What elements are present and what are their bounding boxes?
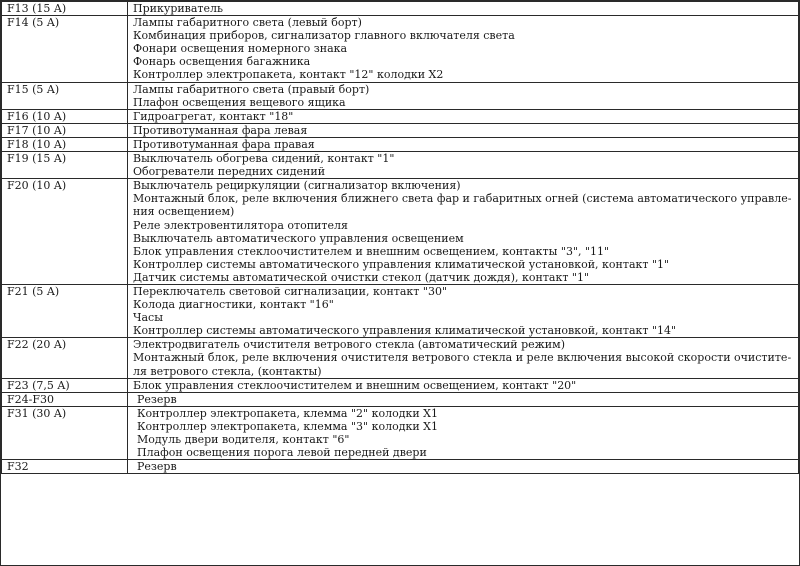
- description-line: Контроллер системы автоматического управления климатической установкой, контакт "1": [133, 257, 670, 271]
- fuse-id-cell: F21 (5 A): [2, 284, 128, 337]
- fuse-id-cell: F16 (10 A): [2, 109, 128, 123]
- description-line: Выключатель рециркуляции (сигнализатор включения): [133, 179, 461, 193]
- description-line: Датчик системы автоматической очистки стекол (датчик дождя), контакт "1": [133, 270, 590, 284]
- fuse-table: [1, 1, 799, 474]
- description-line: Монтажный блок, реле включения ближнего света фар и габаритных огней (система автоматического управле-: [133, 192, 792, 206]
- description-line: Плафон освещения порога левой передней двери: [137, 446, 427, 460]
- description-line: Фонарь освещения багажника: [133, 55, 311, 69]
- fuse-id-cell: F32: [2, 460, 128, 474]
- description-line: Контроллер системы автоматического управления климатической установкой, контакт "14": [133, 324, 677, 338]
- description-line: ния освещением): [133, 205, 235, 219]
- fuse-row: [2, 338, 799, 378]
- fuse-description-cell: [128, 338, 799, 378]
- description-line: Контроллер электропакета, клемма "3" колодки Х1: [137, 419, 439, 433]
- fuse-row: [2, 16, 799, 82]
- fuse-id-cell: F17 (10 A): [2, 123, 128, 137]
- description-line: Выключатель автоматического управления освещением: [133, 231, 464, 245]
- fuse-description-cell: [128, 16, 799, 82]
- fuse-id-cell: F31 (30 A): [2, 406, 128, 459]
- fuse-table-body: [2, 2, 799, 474]
- fuse-description-cell: [128, 137, 799, 151]
- fuse-row: [2, 179, 799, 285]
- fuse-row: [2, 284, 799, 337]
- fuse-row: [2, 82, 799, 109]
- description-line: Обогреватели передних сидений: [133, 165, 326, 179]
- description-line: Противотуманная фара левая: [133, 123, 308, 137]
- fuse-description-cell: [128, 82, 799, 109]
- fuse-id-cell: F18 (10 A): [2, 137, 128, 151]
- description-line: Переключатель световой сигнализации, контакт "30": [133, 284, 448, 298]
- description-line: ля ветрового стекла, (контакты): [133, 364, 322, 378]
- fuse-description-cell: [128, 284, 799, 337]
- description-line: Реле электровентилятора отопителя: [133, 218, 348, 232]
- fuse-id-cell: F14 (5 A): [2, 16, 128, 82]
- description-line: Фонари освещения номерного знака: [133, 42, 348, 56]
- description-line: Лампы габаритного света (правый борт): [133, 82, 370, 96]
- description-line: Выключатель обогрева сидений, контакт "1": [133, 152, 395, 166]
- fuse-description-cell: [128, 109, 799, 123]
- fuse-row: [2, 123, 799, 137]
- description-line: Модуль двери водителя, контакт "6": [137, 433, 350, 446]
- description-line: Контроллер электропакета, контакт "12" колодки Х2: [133, 68, 444, 82]
- fuse-description-cell: [128, 406, 799, 459]
- fuse-row: [2, 137, 799, 151]
- description-line: Лампы габаритного света (левый борт): [133, 16, 362, 30]
- fuse-row: [2, 460, 799, 474]
- fuse-row: [2, 152, 799, 179]
- description-line: Резерв: [137, 460, 177, 474]
- fuse-row: [2, 406, 799, 459]
- fuse-description-cell: [128, 378, 799, 392]
- fuse-id-cell: F19 (15 A): [2, 152, 128, 179]
- description-line: Блок управления стеклоочистителем и внешним освещением, контакты "3", "11": [133, 244, 610, 258]
- fuse-row: [2, 392, 799, 406]
- fuse-description-cell: [128, 460, 799, 474]
- fuse-id-cell: F22 (20 A): [2, 338, 128, 378]
- fuse-description-cell: [128, 123, 799, 137]
- description-line: Плафон освещения вещевого ящика: [133, 95, 346, 109]
- fuse-id-cell: F20 (10 A): [2, 179, 128, 285]
- fuse-description-cell: [128, 2, 799, 16]
- description-line: Блок управления стеклоочистителем и внешним освещением, контакт "20": [133, 378, 577, 392]
- fuse-description-cell: [128, 152, 799, 179]
- description-line: Гидроагрегат, контакт "18": [133, 109, 294, 123]
- description-line: Часы: [133, 311, 163, 325]
- description-line: Колода диагностики, контакт "16": [133, 298, 334, 312]
- description-line: Контроллер электропакета, клемма "2" колодки Х1: [137, 406, 439, 420]
- description-line: Резерв: [137, 392, 177, 406]
- description-line: Противотуманная фара правая: [133, 137, 315, 151]
- fuse-id-cell: F24-F30: [2, 392, 128, 406]
- fuse-id-cell: F23 (7,5 A): [2, 378, 128, 392]
- description-line: Электродвигатель очистителя ветрового стекла (автоматический режим): [133, 338, 565, 352]
- fuse-row: [2, 109, 799, 123]
- fuse-id-cell: F15 (5 A): [2, 82, 128, 109]
- fuse-id-cell: F13 (15 A): [2, 2, 128, 16]
- fuse-description-cell: [128, 392, 799, 406]
- description-line: Комбинация приборов, сигнализатор главного включателя света: [133, 29, 515, 43]
- fuse-description-cell: [128, 179, 799, 285]
- description-line: Прикуриватель: [133, 2, 224, 15]
- fuse-row: [2, 2, 799, 16]
- description-line: Монтажный блок, реле включения очистителя ветрового стекла и реле включения высокой скорости очистите-: [133, 351, 792, 365]
- fuse-row: [2, 378, 799, 392]
